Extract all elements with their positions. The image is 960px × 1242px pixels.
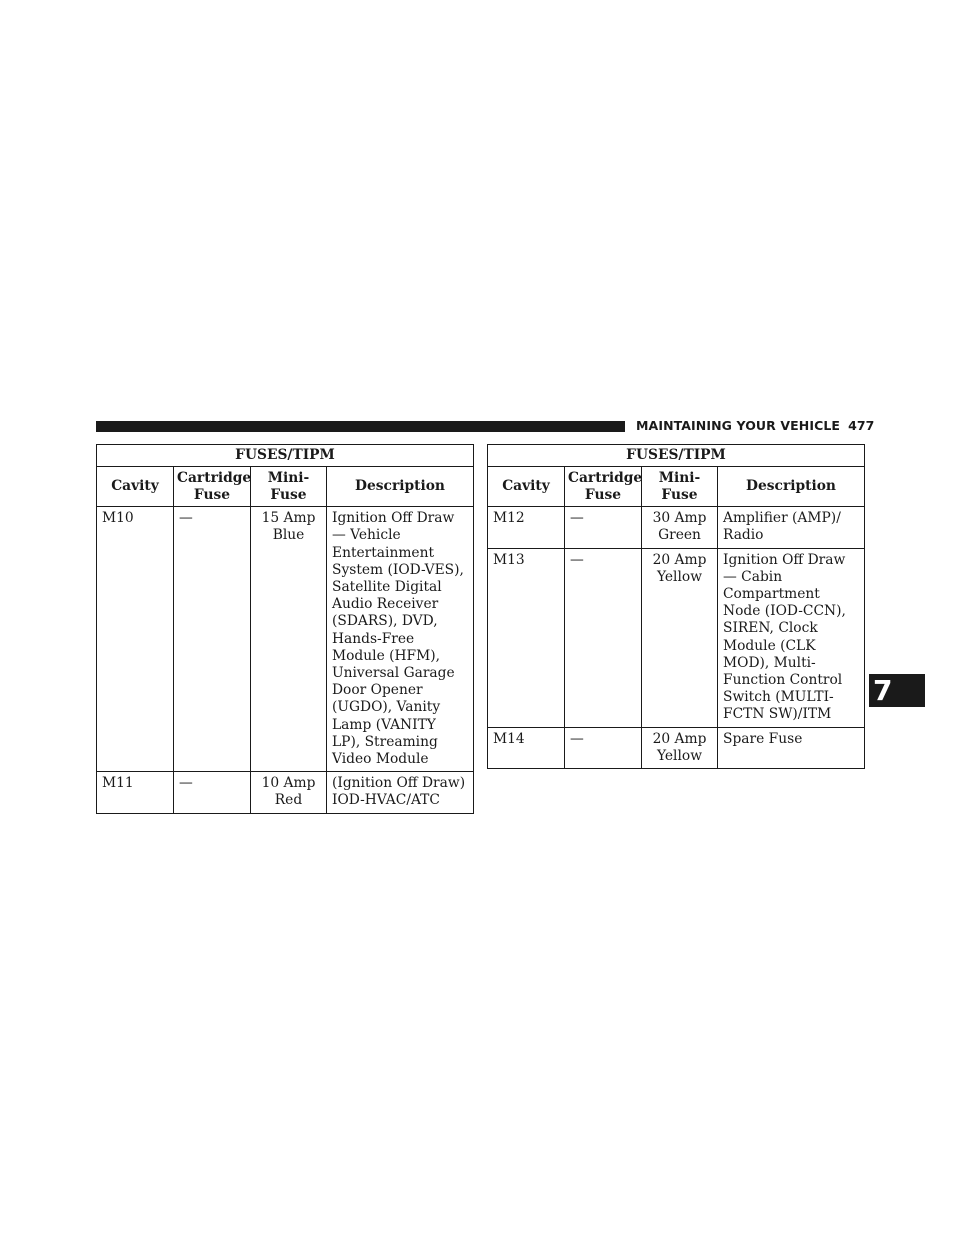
mini-fuse-cell: 15 Amp Blue <box>251 507 327 772</box>
description-cell: (Ignition Off Draw) IOD-HVAC/ATC <box>327 772 474 813</box>
cavity-cell: M13 <box>488 548 565 727</box>
table-title: FUSES/TIPM <box>488 445 865 467</box>
cartridge-cell: — <box>565 727 642 768</box>
cavity-cell: M10 <box>97 507 174 772</box>
page-number: 477 <box>848 418 875 433</box>
table-title: FUSES/TIPM <box>97 445 474 467</box>
cartridge-cell: — <box>174 772 251 813</box>
mini-fuse-cell: 30 Amp Green <box>642 507 718 548</box>
table-row <box>488 548 865 727</box>
mini-fuse-cell: 20 Amp Yellow <box>642 548 718 727</box>
cartridge-cell: — <box>565 548 642 727</box>
column-header-cartridge-fuse: Cartridge Fuse <box>174 467 251 507</box>
header-rule <box>96 421 625 432</box>
table-row <box>488 507 865 548</box>
column-header-description: Description <box>718 467 865 507</box>
column-header-cavity: Cavity <box>97 467 174 507</box>
chapter-tab: 7 <box>869 674 925 707</box>
cavity-cell: M12 <box>488 507 565 548</box>
fuses-table-2 <box>487 444 865 769</box>
table-row <box>97 772 474 813</box>
cartridge-cell: — <box>174 507 251 772</box>
column-header-cavity: Cavity <box>488 467 565 507</box>
cavity-cell: M11 <box>97 772 174 813</box>
description-cell: Ignition Off Draw— Cabin Compartment Node (IOD-CCN), SIREN, Clock Module (CLK MOD), Multi-Function Control Switch (MULTI-FCTN SW)/ITM <box>718 548 865 727</box>
cavity-cell: M14 <box>488 727 565 768</box>
column-header-mini-fuse: Mini-Fuse <box>251 467 327 507</box>
mini-fuse-cell: 20 Amp Yellow <box>642 727 718 768</box>
description-cell: Ignition Off Draw — Vehicle Entertainment System (IOD-VES), Satellite Digital Audio Receiver (SDARS), DVD, Hands-Free Module (HFM), Universal Garage Door Opener (UGDO), Vanity Lamp (VANITY LP), Streaming Video Module <box>327 507 474 772</box>
description-cell: Spare Fuse <box>718 727 865 768</box>
cartridge-cell: — <box>565 507 642 548</box>
column-header-description: Description <box>327 467 474 507</box>
table-row <box>97 507 474 772</box>
section-title: MAINTAINING YOUR VEHICLE <box>636 418 841 433</box>
fuses-table-1 <box>96 444 474 814</box>
description-cell: Amplifier (AMP)/ Radio <box>718 507 865 548</box>
table-row <box>488 727 865 768</box>
column-header-cartridge-fuse: Cartridge Fuse <box>565 467 642 507</box>
column-header-mini-fuse: Mini-Fuse <box>642 467 718 507</box>
running-header <box>636 418 874 433</box>
mini-fuse-cell: 10 Amp Red <box>251 772 327 813</box>
